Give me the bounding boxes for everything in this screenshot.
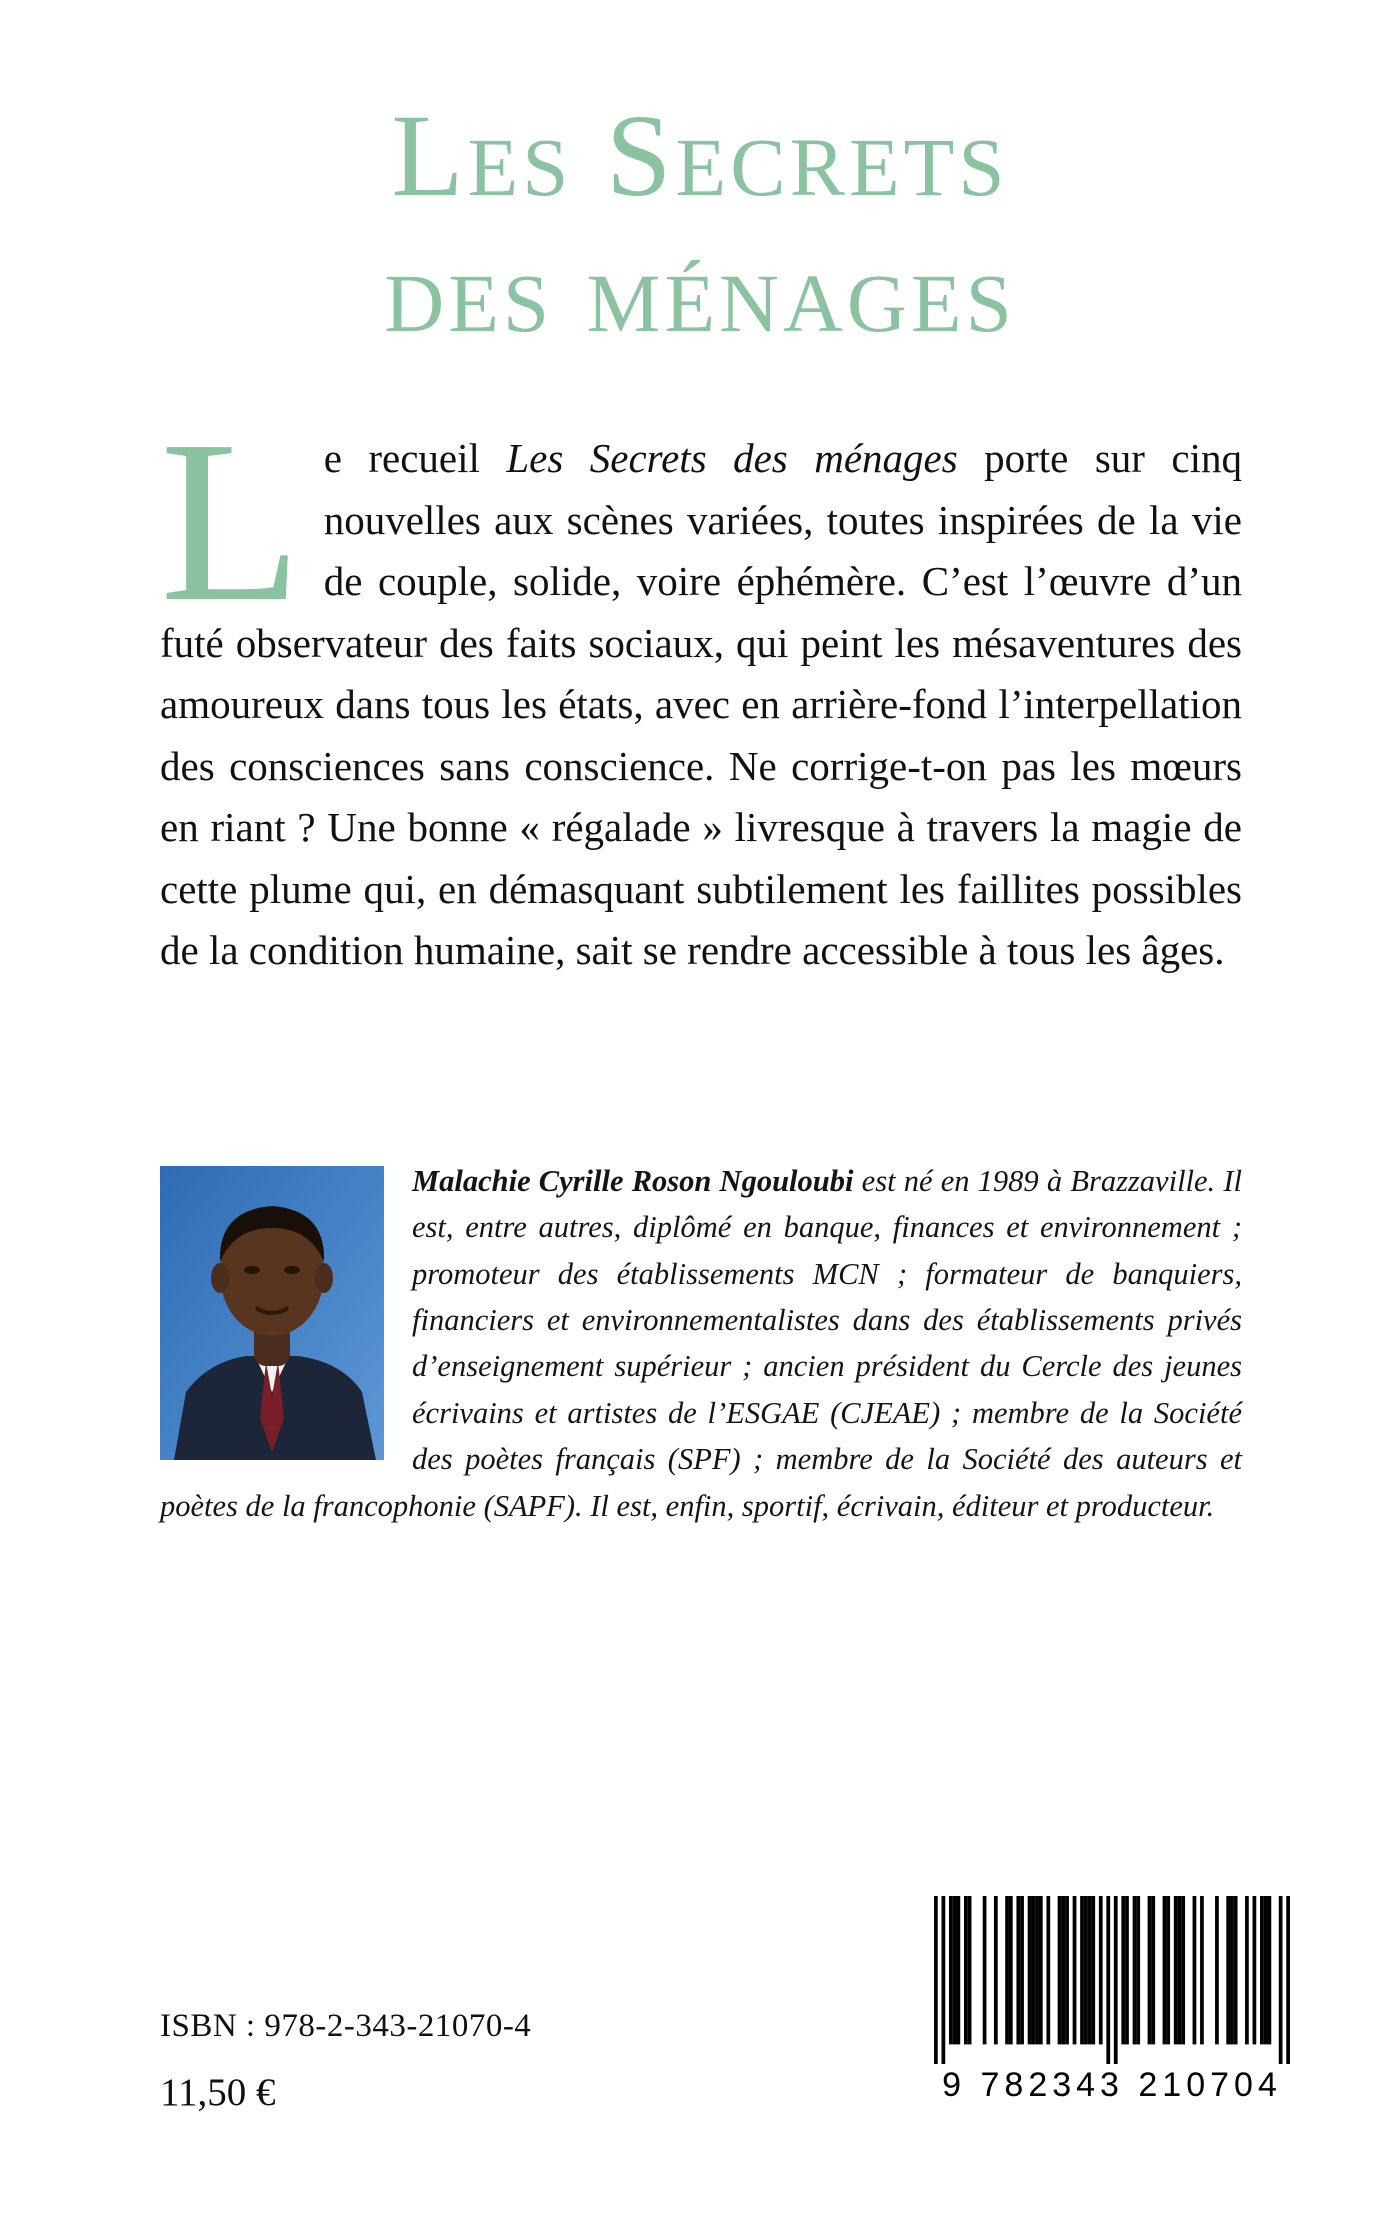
synopsis-text: e recueil Les Secrets des ménages porte sur cinq nouvelles aux scènes variées, toutes inspirées de la vie de couple, solide, voire éphémère. C’est l’œuvre d’un futé observateur des faits sociaux, qui peint les mésaventures des amoureux dans tous les états, avec en arrière-fond l’interpellation des consciences sans conscience. Ne corrige-t-on pas les mœurs en riant ? Une bonne « régalade » livresque à travers la magie de cette plume qui, en démasquant subtilement les faillites possibles de la condition humaine, sait se rendre accessible à tous les âges. <box>160 435 1242 973</box>
synopsis-paragraph <box>160 393 1242 982</box>
barcode-number: 9 782343 210704 <box>942 2066 1282 2104</box>
book-title <box>0 88 1400 359</box>
barcode <box>920 1890 1304 2109</box>
dropcap-letter: L <box>160 393 302 650</box>
barcode-bars <box>934 1896 1290 2064</box>
price-text: 11,50 € <box>160 2071 276 2114</box>
book-title-line1: Les Secrets <box>391 90 1009 221</box>
author-photo <box>160 1166 384 1460</box>
book-title-line2: des ménages <box>384 225 1016 357</box>
bio-text: Malachie Cyrille Roson Ngouloubi est né en 1989 à Brazzaville. Il est, entre autres, diplômé en banque, finances et environnement ; promoteur des établissements MCN ; formateur de banquiers, financiers et environnementalistes dans des établissements privés d’enseignement supérieur ; ancien président du Cercle des jeunes écrivains et artistes de l’ESGAE (CJEAE) ; membre de la Société des poètes français (SPF) ; membre de la Société des auteurs et poètes de la francophonie (SAPF). Il est, enfin, sportif, écrivain, éditeur et producteur. <box>160 1164 1242 1523</box>
author-bio <box>160 1158 1242 1529</box>
isbn-text: ISBN : 978-2-343-21070-4 <box>160 2008 532 2044</box>
